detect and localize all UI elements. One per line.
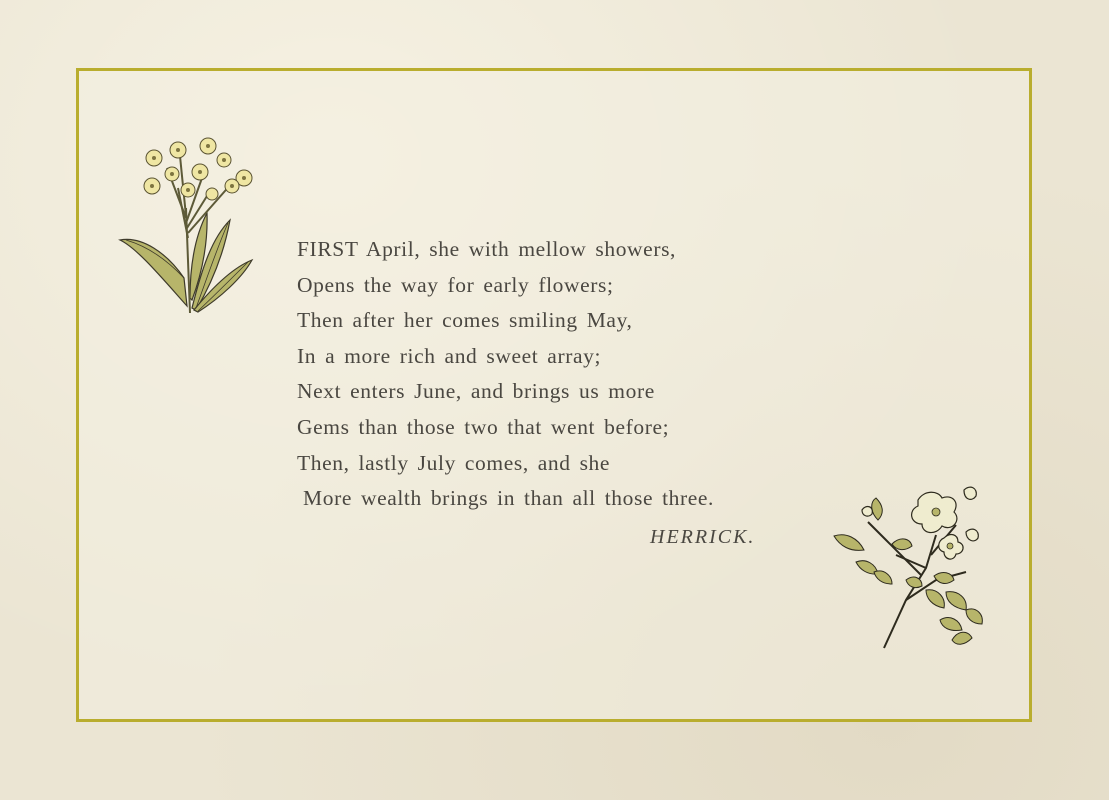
poem bbox=[297, 232, 817, 517]
blossom-sprig-icon bbox=[826, 480, 986, 665]
poem-line-4: In a more rich and sweet array; bbox=[297, 343, 602, 368]
poem-line-5: Next enters June, and brings us more bbox=[297, 379, 655, 404]
poem-line-6: Gems than those two that went before; bbox=[297, 414, 670, 439]
poem-line-1: FIRST April, she with mellow showers, bbox=[297, 237, 677, 261]
primrose-icon bbox=[112, 128, 272, 328]
poem-author: HERRICK. bbox=[650, 526, 756, 548]
poem-line-7: Then, lastly July comes, and she bbox=[297, 450, 611, 475]
poem-line-2: Opens the way for early flowers; bbox=[297, 272, 614, 297]
poem-line-8: More wealth brings in than all those three. bbox=[303, 486, 715, 511]
poem-line-3: Then after her comes smiling May, bbox=[297, 308, 633, 333]
